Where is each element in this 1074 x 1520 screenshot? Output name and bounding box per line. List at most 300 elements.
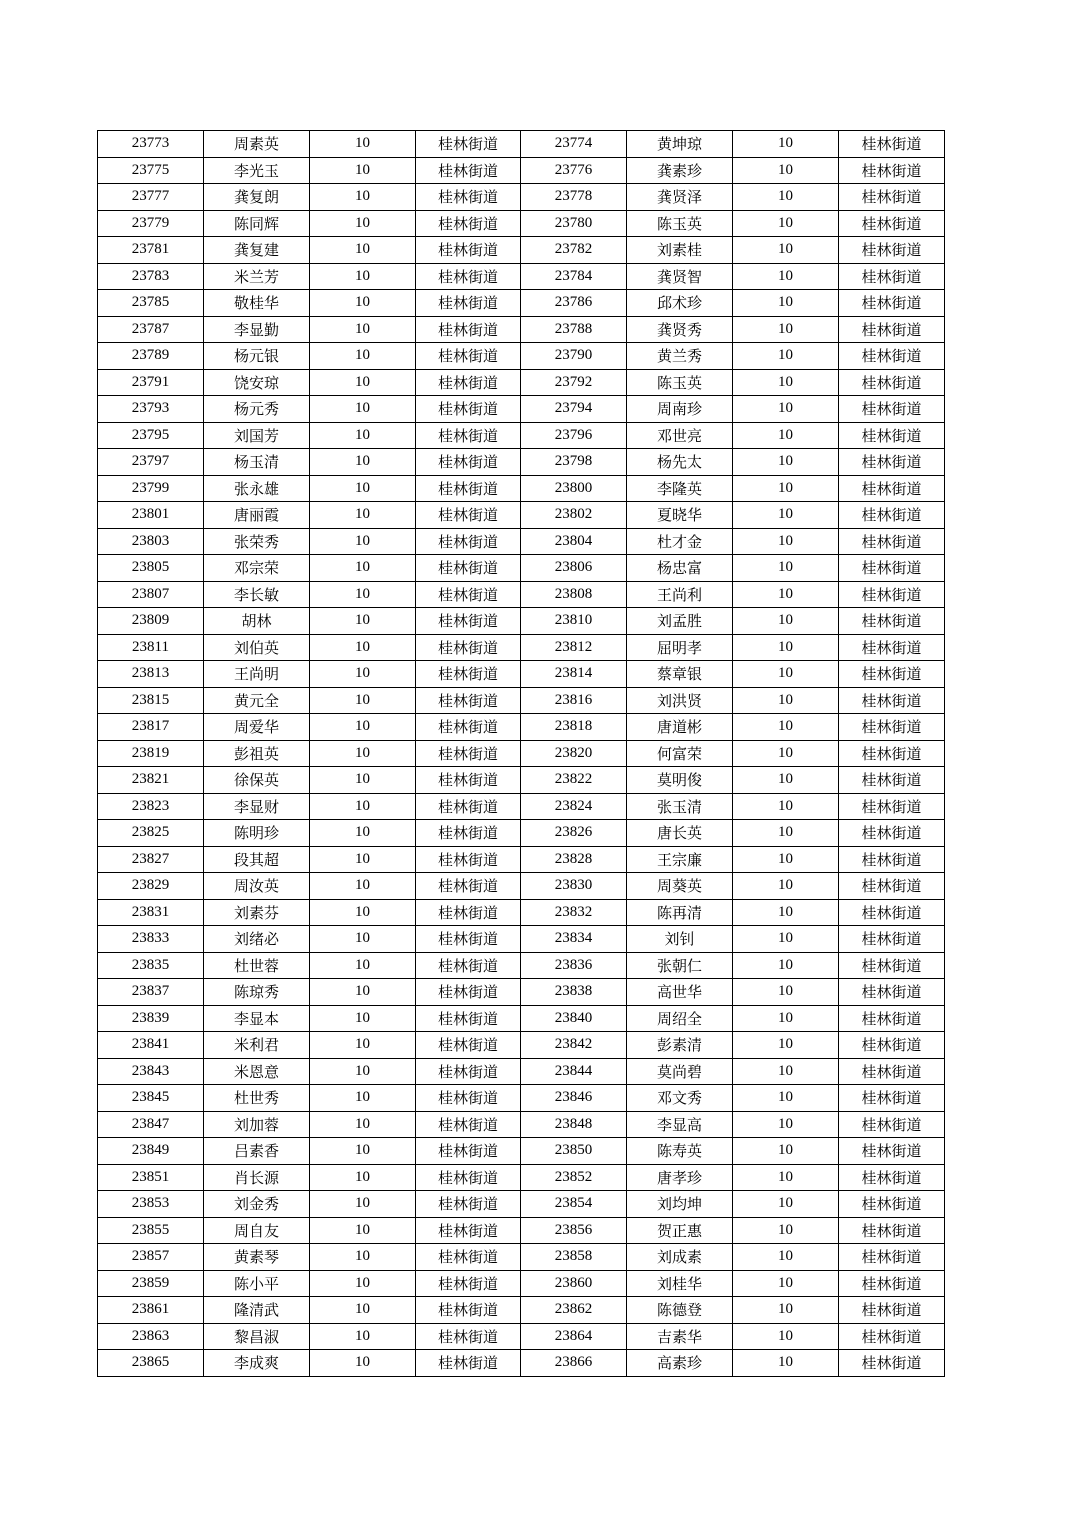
record-id-cell: 23774 bbox=[521, 131, 627, 158]
record-id-cell: 23792 bbox=[521, 369, 627, 396]
record-id-cell: 23843 bbox=[98, 1058, 204, 1085]
name-cell: 杨元秀 bbox=[204, 396, 310, 423]
record-id-cell: 23851 bbox=[98, 1164, 204, 1191]
table-row bbox=[98, 687, 945, 714]
record-id-cell: 23801 bbox=[98, 502, 204, 529]
table-row bbox=[98, 1270, 945, 1297]
record-id-cell: 23859 bbox=[98, 1270, 204, 1297]
table-row bbox=[98, 634, 945, 661]
name-cell: 李显勤 bbox=[204, 316, 310, 343]
street-cell: 桂林街道 bbox=[416, 1138, 521, 1165]
table-row bbox=[98, 237, 945, 264]
name-cell: 黎昌淑 bbox=[204, 1323, 310, 1350]
record-id-cell: 23821 bbox=[98, 767, 204, 794]
record-id-cell: 23823 bbox=[98, 793, 204, 820]
street-cell: 桂林街道 bbox=[416, 502, 521, 529]
amount-cell: 10 bbox=[310, 1217, 416, 1244]
name-cell: 莫尚碧 bbox=[627, 1058, 733, 1085]
name-cell: 彭素清 bbox=[627, 1032, 733, 1059]
record-id-cell: 23817 bbox=[98, 714, 204, 741]
record-id-cell: 23825 bbox=[98, 820, 204, 847]
record-id-cell: 23786 bbox=[521, 290, 627, 317]
record-id-cell: 23857 bbox=[98, 1244, 204, 1271]
name-cell: 陈小平 bbox=[204, 1270, 310, 1297]
amount-cell: 10 bbox=[733, 369, 839, 396]
name-cell: 李光玉 bbox=[204, 157, 310, 184]
amount-cell: 10 bbox=[733, 1270, 839, 1297]
table-row bbox=[98, 184, 945, 211]
record-id-cell: 23847 bbox=[98, 1111, 204, 1138]
record-id-cell: 23800 bbox=[521, 475, 627, 502]
street-cell: 桂林街道 bbox=[839, 1323, 945, 1350]
street-cell: 桂林街道 bbox=[839, 131, 945, 158]
name-cell: 杨玉清 bbox=[204, 449, 310, 476]
record-id-cell: 23806 bbox=[521, 555, 627, 582]
table-row bbox=[98, 1032, 945, 1059]
name-cell: 唐孝珍 bbox=[627, 1164, 733, 1191]
record-id-cell: 23849 bbox=[98, 1138, 204, 1165]
record-id-cell: 23826 bbox=[521, 820, 627, 847]
amount-cell: 10 bbox=[310, 555, 416, 582]
street-cell: 桂林街道 bbox=[839, 1350, 945, 1377]
name-cell: 陈琼秀 bbox=[204, 979, 310, 1006]
table-row bbox=[98, 1058, 945, 1085]
street-cell: 桂林街道 bbox=[416, 422, 521, 449]
record-id-cell: 23865 bbox=[98, 1350, 204, 1377]
name-cell: 龚贤秀 bbox=[627, 316, 733, 343]
amount-cell: 10 bbox=[733, 1138, 839, 1165]
name-cell: 周南珍 bbox=[627, 396, 733, 423]
amount-cell: 10 bbox=[310, 1032, 416, 1059]
amount-cell: 10 bbox=[733, 952, 839, 979]
table-row bbox=[98, 793, 945, 820]
amount-cell: 10 bbox=[310, 1138, 416, 1165]
street-cell: 桂林街道 bbox=[416, 979, 521, 1006]
street-cell: 桂林街道 bbox=[416, 184, 521, 211]
table-row bbox=[98, 820, 945, 847]
amount-cell: 10 bbox=[733, 263, 839, 290]
name-cell: 黄坤琼 bbox=[627, 131, 733, 158]
table-row bbox=[98, 1138, 945, 1165]
record-id-cell: 23780 bbox=[521, 210, 627, 237]
amount-cell: 10 bbox=[310, 343, 416, 370]
amount-cell: 10 bbox=[733, 210, 839, 237]
record-id-cell: 23783 bbox=[98, 263, 204, 290]
name-cell: 龚复朗 bbox=[204, 184, 310, 211]
amount-cell: 10 bbox=[733, 634, 839, 661]
street-cell: 桂林街道 bbox=[416, 449, 521, 476]
amount-cell: 10 bbox=[310, 873, 416, 900]
table-row bbox=[98, 396, 945, 423]
street-cell: 桂林街道 bbox=[416, 1032, 521, 1059]
record-id-cell: 23793 bbox=[98, 396, 204, 423]
amount-cell: 10 bbox=[733, 1297, 839, 1324]
record-id-cell: 23838 bbox=[521, 979, 627, 1006]
street-cell: 桂林街道 bbox=[839, 846, 945, 873]
street-cell: 桂林街道 bbox=[839, 820, 945, 847]
street-cell: 桂林街道 bbox=[839, 343, 945, 370]
street-cell: 桂林街道 bbox=[839, 184, 945, 211]
record-id-cell: 23858 bbox=[521, 1244, 627, 1271]
table-row bbox=[98, 661, 945, 688]
amount-cell: 10 bbox=[733, 422, 839, 449]
name-cell: 陈明珍 bbox=[204, 820, 310, 847]
street-cell: 桂林街道 bbox=[416, 1350, 521, 1377]
table-row bbox=[98, 979, 945, 1006]
amount-cell: 10 bbox=[733, 131, 839, 158]
amount-cell: 10 bbox=[310, 210, 416, 237]
record-id-cell: 23788 bbox=[521, 316, 627, 343]
street-cell: 桂林街道 bbox=[839, 396, 945, 423]
name-cell: 刘孟胜 bbox=[627, 608, 733, 635]
record-id-cell: 23777 bbox=[98, 184, 204, 211]
record-id-cell: 23804 bbox=[521, 528, 627, 555]
amount-cell: 10 bbox=[310, 899, 416, 926]
table-row bbox=[98, 131, 945, 158]
record-id-cell: 23840 bbox=[521, 1005, 627, 1032]
name-cell: 张朝仁 bbox=[627, 952, 733, 979]
amount-cell: 10 bbox=[733, 343, 839, 370]
name-cell: 隆清武 bbox=[204, 1297, 310, 1324]
street-cell: 桂林街道 bbox=[416, 661, 521, 688]
street-cell: 桂林街道 bbox=[416, 1270, 521, 1297]
record-id-cell: 23791 bbox=[98, 369, 204, 396]
amount-cell: 10 bbox=[733, 237, 839, 264]
amount-cell: 10 bbox=[310, 1244, 416, 1271]
name-cell: 饶安琼 bbox=[204, 369, 310, 396]
record-id-cell: 23833 bbox=[98, 926, 204, 953]
record-id-cell: 23830 bbox=[521, 873, 627, 900]
name-cell: 黄兰秀 bbox=[627, 343, 733, 370]
street-cell: 桂林街道 bbox=[416, 316, 521, 343]
record-id-cell: 23850 bbox=[521, 1138, 627, 1165]
table-row bbox=[98, 1164, 945, 1191]
amount-cell: 10 bbox=[733, 1058, 839, 1085]
name-cell: 黄元全 bbox=[204, 687, 310, 714]
street-cell: 桂林街道 bbox=[839, 1058, 945, 1085]
name-cell: 刘国芳 bbox=[204, 422, 310, 449]
table-row bbox=[98, 899, 945, 926]
amount-cell: 10 bbox=[733, 899, 839, 926]
record-id-cell: 23832 bbox=[521, 899, 627, 926]
amount-cell: 10 bbox=[733, 767, 839, 794]
records-table-body bbox=[98, 131, 945, 1377]
record-id-cell: 23853 bbox=[98, 1191, 204, 1218]
amount-cell: 10 bbox=[310, 449, 416, 476]
street-cell: 桂林街道 bbox=[416, 396, 521, 423]
name-cell: 刘绪必 bbox=[204, 926, 310, 953]
amount-cell: 10 bbox=[310, 581, 416, 608]
record-id-cell: 23812 bbox=[521, 634, 627, 661]
street-cell: 桂林街道 bbox=[416, 555, 521, 582]
amount-cell: 10 bbox=[310, 475, 416, 502]
amount-cell: 10 bbox=[733, 528, 839, 555]
street-cell: 桂林街道 bbox=[839, 449, 945, 476]
record-id-cell: 23813 bbox=[98, 661, 204, 688]
amount-cell: 10 bbox=[733, 1164, 839, 1191]
street-cell: 桂林街道 bbox=[839, 1244, 945, 1271]
amount-cell: 10 bbox=[310, 369, 416, 396]
street-cell: 桂林街道 bbox=[416, 952, 521, 979]
record-id-cell: 23827 bbox=[98, 846, 204, 873]
amount-cell: 10 bbox=[310, 714, 416, 741]
amount-cell: 10 bbox=[733, 1111, 839, 1138]
amount-cell: 10 bbox=[733, 608, 839, 635]
record-id-cell: 23828 bbox=[521, 846, 627, 873]
table-row bbox=[98, 449, 945, 476]
record-id-cell: 23860 bbox=[521, 1270, 627, 1297]
name-cell: 邓世亮 bbox=[627, 422, 733, 449]
street-cell: 桂林街道 bbox=[416, 157, 521, 184]
street-cell: 桂林街道 bbox=[416, 687, 521, 714]
amount-cell: 10 bbox=[310, 502, 416, 529]
name-cell: 陈同辉 bbox=[204, 210, 310, 237]
record-id-cell: 23837 bbox=[98, 979, 204, 1006]
name-cell: 彭祖英 bbox=[204, 740, 310, 767]
amount-cell: 10 bbox=[310, 290, 416, 317]
street-cell: 桂林街道 bbox=[416, 1297, 521, 1324]
name-cell: 蔡章银 bbox=[627, 661, 733, 688]
name-cell: 屈明孝 bbox=[627, 634, 733, 661]
amount-cell: 10 bbox=[733, 290, 839, 317]
record-id-cell: 23790 bbox=[521, 343, 627, 370]
record-id-cell: 23785 bbox=[98, 290, 204, 317]
amount-cell: 10 bbox=[733, 1005, 839, 1032]
table-row bbox=[98, 343, 945, 370]
street-cell: 桂林街道 bbox=[416, 1217, 521, 1244]
amount-cell: 10 bbox=[310, 1164, 416, 1191]
name-cell: 肖长源 bbox=[204, 1164, 310, 1191]
name-cell: 刘伯英 bbox=[204, 634, 310, 661]
street-cell: 桂林街道 bbox=[839, 581, 945, 608]
street-cell: 桂林街道 bbox=[839, 714, 945, 741]
amount-cell: 10 bbox=[310, 952, 416, 979]
street-cell: 桂林街道 bbox=[416, 846, 521, 873]
record-id-cell: 23775 bbox=[98, 157, 204, 184]
name-cell: 高世华 bbox=[627, 979, 733, 1006]
street-cell: 桂林街道 bbox=[416, 1244, 521, 1271]
street-cell: 桂林街道 bbox=[839, 1005, 945, 1032]
name-cell: 李成爽 bbox=[204, 1350, 310, 1377]
name-cell: 徐保英 bbox=[204, 767, 310, 794]
table-row bbox=[98, 369, 945, 396]
table-row bbox=[98, 475, 945, 502]
name-cell: 贺正惠 bbox=[627, 1217, 733, 1244]
name-cell: 王尚明 bbox=[204, 661, 310, 688]
amount-cell: 10 bbox=[310, 608, 416, 635]
street-cell: 桂林街道 bbox=[416, 793, 521, 820]
record-id-cell: 23864 bbox=[521, 1323, 627, 1350]
street-cell: 桂林街道 bbox=[416, 210, 521, 237]
table-row bbox=[98, 290, 945, 317]
amount-cell: 10 bbox=[310, 846, 416, 873]
name-cell: 李显财 bbox=[204, 793, 310, 820]
name-cell: 周自友 bbox=[204, 1217, 310, 1244]
amount-cell: 10 bbox=[310, 237, 416, 264]
street-cell: 桂林街道 bbox=[839, 1111, 945, 1138]
name-cell: 邓文秀 bbox=[627, 1085, 733, 1112]
street-cell: 桂林街道 bbox=[839, 1270, 945, 1297]
amount-cell: 10 bbox=[310, 1085, 416, 1112]
table-row bbox=[98, 714, 945, 741]
amount-cell: 10 bbox=[310, 1270, 416, 1297]
record-id-cell: 23839 bbox=[98, 1005, 204, 1032]
amount-cell: 10 bbox=[310, 263, 416, 290]
amount-cell: 10 bbox=[310, 1111, 416, 1138]
table-row bbox=[98, 422, 945, 449]
name-cell: 周素英 bbox=[204, 131, 310, 158]
record-id-cell: 23795 bbox=[98, 422, 204, 449]
record-id-cell: 23789 bbox=[98, 343, 204, 370]
record-id-cell: 23818 bbox=[521, 714, 627, 741]
name-cell: 周葵英 bbox=[627, 873, 733, 900]
amount-cell: 10 bbox=[310, 661, 416, 688]
amount-cell: 10 bbox=[733, 1350, 839, 1377]
record-id-cell: 23845 bbox=[98, 1085, 204, 1112]
amount-cell: 10 bbox=[733, 316, 839, 343]
amount-cell: 10 bbox=[733, 740, 839, 767]
name-cell: 刘成素 bbox=[627, 1244, 733, 1271]
street-cell: 桂林街道 bbox=[839, 661, 945, 688]
street-cell: 桂林街道 bbox=[416, 740, 521, 767]
amount-cell: 10 bbox=[733, 1032, 839, 1059]
amount-cell: 10 bbox=[733, 184, 839, 211]
street-cell: 桂林街道 bbox=[839, 979, 945, 1006]
table-row bbox=[98, 846, 945, 873]
name-cell: 王尚利 bbox=[627, 581, 733, 608]
amount-cell: 10 bbox=[733, 1244, 839, 1271]
name-cell: 李隆英 bbox=[627, 475, 733, 502]
amount-cell: 10 bbox=[310, 184, 416, 211]
record-id-cell: 23815 bbox=[98, 687, 204, 714]
name-cell: 刘素桂 bbox=[627, 237, 733, 264]
records-table bbox=[97, 130, 945, 1377]
street-cell: 桂林街道 bbox=[839, 1297, 945, 1324]
record-id-cell: 23773 bbox=[98, 131, 204, 158]
street-cell: 桂林街道 bbox=[416, 1111, 521, 1138]
street-cell: 桂林街道 bbox=[839, 952, 945, 979]
street-cell: 桂林街道 bbox=[839, 740, 945, 767]
name-cell: 唐长英 bbox=[627, 820, 733, 847]
street-cell: 桂林街道 bbox=[416, 263, 521, 290]
street-cell: 桂林街道 bbox=[416, 1085, 521, 1112]
street-cell: 桂林街道 bbox=[416, 237, 521, 264]
amount-cell: 10 bbox=[310, 316, 416, 343]
street-cell: 桂林街道 bbox=[839, 237, 945, 264]
name-cell: 李显高 bbox=[627, 1111, 733, 1138]
name-cell: 刘素芬 bbox=[204, 899, 310, 926]
name-cell: 周汝英 bbox=[204, 873, 310, 900]
table-row bbox=[98, 555, 945, 582]
name-cell: 唐道彬 bbox=[627, 714, 733, 741]
table-row bbox=[98, 263, 945, 290]
name-cell: 杜世秀 bbox=[204, 1085, 310, 1112]
amount-cell: 10 bbox=[733, 449, 839, 476]
table-row bbox=[98, 528, 945, 555]
name-cell: 李长敏 bbox=[204, 581, 310, 608]
name-cell: 杨忠富 bbox=[627, 555, 733, 582]
table-row bbox=[98, 1244, 945, 1271]
name-cell: 杨先太 bbox=[627, 449, 733, 476]
record-id-cell: 23848 bbox=[521, 1111, 627, 1138]
table-row bbox=[98, 926, 945, 953]
amount-cell: 10 bbox=[733, 714, 839, 741]
name-cell: 黄素琴 bbox=[204, 1244, 310, 1271]
table-row bbox=[98, 210, 945, 237]
record-id-cell: 23782 bbox=[521, 237, 627, 264]
record-id-cell: 23797 bbox=[98, 449, 204, 476]
amount-cell: 10 bbox=[733, 661, 839, 688]
amount-cell: 10 bbox=[733, 1323, 839, 1350]
record-id-cell: 23819 bbox=[98, 740, 204, 767]
street-cell: 桂林街道 bbox=[416, 1323, 521, 1350]
street-cell: 桂林街道 bbox=[839, 634, 945, 661]
street-cell: 桂林街道 bbox=[416, 608, 521, 635]
name-cell: 段其超 bbox=[204, 846, 310, 873]
record-id-cell: 23781 bbox=[98, 237, 204, 264]
record-id-cell: 23862 bbox=[521, 1297, 627, 1324]
amount-cell: 10 bbox=[733, 687, 839, 714]
street-cell: 桂林街道 bbox=[416, 714, 521, 741]
name-cell: 龚贤泽 bbox=[627, 184, 733, 211]
name-cell: 张永雄 bbox=[204, 475, 310, 502]
table-row bbox=[98, 767, 945, 794]
amount-cell: 10 bbox=[733, 581, 839, 608]
amount-cell: 10 bbox=[733, 475, 839, 502]
record-id-cell: 23836 bbox=[521, 952, 627, 979]
record-id-cell: 23807 bbox=[98, 581, 204, 608]
name-cell: 米利君 bbox=[204, 1032, 310, 1059]
name-cell: 吕素香 bbox=[204, 1138, 310, 1165]
amount-cell: 10 bbox=[310, 1058, 416, 1085]
table-row bbox=[98, 1297, 945, 1324]
street-cell: 桂林街道 bbox=[839, 422, 945, 449]
street-cell: 桂林街道 bbox=[416, 581, 521, 608]
record-id-cell: 23822 bbox=[521, 767, 627, 794]
name-cell: 邱术珍 bbox=[627, 290, 733, 317]
street-cell: 桂林街道 bbox=[416, 820, 521, 847]
amount-cell: 10 bbox=[310, 767, 416, 794]
street-cell: 桂林街道 bbox=[839, 1164, 945, 1191]
street-cell: 桂林街道 bbox=[416, 290, 521, 317]
name-cell: 龚素珍 bbox=[627, 157, 733, 184]
name-cell: 高素珍 bbox=[627, 1350, 733, 1377]
name-cell: 米兰芳 bbox=[204, 263, 310, 290]
record-id-cell: 23776 bbox=[521, 157, 627, 184]
table-row bbox=[98, 1350, 945, 1377]
street-cell: 桂林街道 bbox=[416, 475, 521, 502]
amount-cell: 10 bbox=[310, 1323, 416, 1350]
name-cell: 张玉清 bbox=[627, 793, 733, 820]
street-cell: 桂林街道 bbox=[416, 131, 521, 158]
amount-cell: 10 bbox=[733, 1217, 839, 1244]
record-id-cell: 23854 bbox=[521, 1191, 627, 1218]
table-row bbox=[98, 316, 945, 343]
record-id-cell: 23820 bbox=[521, 740, 627, 767]
record-id-cell: 23841 bbox=[98, 1032, 204, 1059]
name-cell: 敬桂华 bbox=[204, 290, 310, 317]
record-id-cell: 23863 bbox=[98, 1323, 204, 1350]
record-id-cell: 23842 bbox=[521, 1032, 627, 1059]
amount-cell: 10 bbox=[310, 157, 416, 184]
street-cell: 桂林街道 bbox=[416, 343, 521, 370]
name-cell: 张荣秀 bbox=[204, 528, 310, 555]
name-cell: 吉素华 bbox=[627, 1323, 733, 1350]
amount-cell: 10 bbox=[310, 396, 416, 423]
street-cell: 桂林街道 bbox=[416, 1058, 521, 1085]
street-cell: 桂林街道 bbox=[839, 687, 945, 714]
street-cell: 桂林街道 bbox=[839, 1217, 945, 1244]
